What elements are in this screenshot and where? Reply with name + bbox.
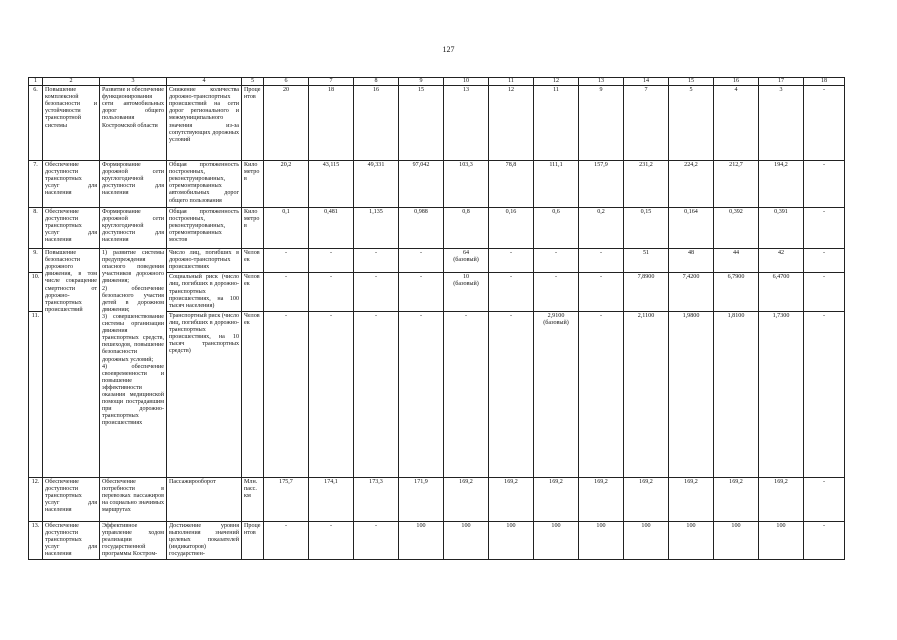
value-cell: 169,2 — [669, 477, 714, 521]
value-cell: 42 — [759, 249, 804, 273]
value-cell: - — [534, 249, 579, 273]
unit-cell: Километров — [242, 208, 264, 249]
value-cell: 2,9100 (базовый) — [534, 311, 579, 477]
task-cell: Обеспечение потребности в перевозках пассажиров на социально значимых маршрутах — [100, 477, 167, 521]
table-row — [29, 161, 845, 208]
value-cell: - — [354, 273, 399, 311]
value-cell: 169,2 — [624, 477, 669, 521]
value-cell: - — [804, 86, 845, 161]
value-cell: 1,7300 — [759, 311, 804, 477]
value-cell: 100 — [579, 521, 624, 559]
value-cell: 0,2 — [579, 208, 624, 249]
value-cell: 194,2 — [759, 161, 804, 208]
header-row — [29, 78, 845, 86]
indicators-table — [28, 77, 845, 560]
value-cell: 0,6 — [534, 208, 579, 249]
value-cell: - — [804, 477, 845, 521]
header-cell: 10 — [444, 78, 489, 86]
value-cell: - — [579, 311, 624, 477]
value-cell: 173,3 — [354, 477, 399, 521]
value-cell: 212,7 — [714, 161, 759, 208]
value-cell: 0,16 — [489, 208, 534, 249]
value-cell: - — [264, 311, 309, 477]
header-cell: 7 — [309, 78, 354, 86]
value-cell: - — [534, 273, 579, 311]
value-cell: 0,164 — [669, 208, 714, 249]
value-cell: - — [309, 273, 354, 311]
table-row — [29, 521, 845, 559]
row-number-cell: 9. — [29, 249, 43, 273]
row-number-cell: 13. — [29, 521, 43, 559]
header-cell: 3 — [100, 78, 167, 86]
task-cell: Развитие и обеспечение функционирования сети автомобильных дорог общего пользования Костромской области — [100, 86, 167, 161]
value-cell: 100 — [399, 521, 444, 559]
value-cell: 78,8 — [489, 161, 534, 208]
table-row — [29, 249, 845, 273]
value-cell: 100 — [759, 521, 804, 559]
header-cell: 9 — [399, 78, 444, 86]
value-cell: 0,8 — [444, 208, 489, 249]
value-cell: 100 — [489, 521, 534, 559]
value-cell: 174,1 — [309, 477, 354, 521]
value-cell: 18 — [309, 86, 354, 161]
row-number-cell: 12. — [29, 477, 43, 521]
value-cell: 16 — [354, 86, 399, 161]
value-cell: 1,8100 — [714, 311, 759, 477]
value-cell: 171,9 — [399, 477, 444, 521]
value-cell: - — [489, 249, 534, 273]
table-row — [29, 86, 845, 161]
value-cell: 224,2 — [669, 161, 714, 208]
header-cell: 6 — [264, 78, 309, 86]
value-cell: 100 — [714, 521, 759, 559]
value-cell: - — [579, 249, 624, 273]
value-cell: 0,392 — [714, 208, 759, 249]
value-cell: 231,2 — [624, 161, 669, 208]
value-cell: 169,2 — [759, 477, 804, 521]
header-cell: 5 — [242, 78, 264, 86]
value-cell: 1,9800 — [669, 311, 714, 477]
value-cell: - — [354, 521, 399, 559]
value-cell: 100 — [444, 521, 489, 559]
value-cell: 43,115 — [309, 161, 354, 208]
value-cell: 1,135 — [354, 208, 399, 249]
value-cell: - — [309, 311, 354, 477]
indicator-cell: Общая протяженность построенных, реконструированных, отремонтированных автомобильных дорог общего пользования — [167, 161, 242, 208]
value-cell: 169,2 — [489, 477, 534, 521]
value-cell: - — [804, 311, 845, 477]
indicator-cell: Пассажирооборот — [167, 477, 242, 521]
value-cell: - — [489, 311, 534, 477]
goal-cell: Обеспечение доступности транспортных услуг для населения — [43, 161, 100, 208]
value-cell: - — [354, 311, 399, 477]
unit-cell: Километров — [242, 161, 264, 208]
value-cell: 13 — [444, 86, 489, 161]
task-cell: Эффективное управление ходом реализации государственной программы Костром- — [100, 521, 167, 559]
header-cell: 4 — [167, 78, 242, 86]
table-row — [29, 477, 845, 521]
value-cell: 12 — [489, 86, 534, 161]
indicator-cell: Социальный риск (число лиц, погибших в дорожно-транспортных происшествиях, на 100 тысяч населения) — [167, 273, 242, 311]
value-cell: - — [264, 249, 309, 273]
header-cell: 17 — [759, 78, 804, 86]
value-cell: - — [309, 521, 354, 559]
goal-cell: Обеспечение доступности транспортных услуг для населения — [43, 208, 100, 249]
unit-cell: Человек — [242, 311, 264, 477]
value-cell: 175,7 — [264, 477, 309, 521]
value-cell: - — [804, 249, 845, 273]
value-cell: - — [804, 161, 845, 208]
value-cell: 20 — [264, 86, 309, 161]
row-number-cell: 7. — [29, 161, 43, 208]
indicator-cell: Снижение количества дорожно-транспортных происшествий на сети дорог регионального и межмуниципального значения из-за сопутствующих дорожных условий — [167, 86, 242, 161]
value-cell: 169,2 — [444, 477, 489, 521]
value-cell: 64 (базовый) — [444, 249, 489, 273]
header-cell: 1 — [29, 78, 43, 86]
value-cell: 7 — [624, 86, 669, 161]
value-cell: - — [804, 521, 845, 559]
value-cell: - — [804, 273, 845, 311]
goal-cell: Повышение безопасности дорожного движения, в том числе сокращение смертности от дорожно-транспортных происшествий — [43, 249, 100, 478]
row-number-cell: 8. — [29, 208, 43, 249]
row-number-cell: 11. — [29, 311, 43, 477]
value-cell: 7,4200 — [669, 273, 714, 311]
value-cell: - — [309, 249, 354, 273]
task-cell: Формирование дорожной сети круглогодичной доступности для населения — [100, 208, 167, 249]
value-cell: 4 — [714, 86, 759, 161]
indicator-cell: Достижение уровня выполнения значений целевых показателей (индикаторов) государствен- — [167, 521, 242, 559]
unit-cell: Человек — [242, 249, 264, 273]
value-cell: - — [399, 273, 444, 311]
value-cell: - — [264, 521, 309, 559]
value-cell: 169,2 — [714, 477, 759, 521]
goal-cell: Повышение комплексной безопасности и устойчивости транспортной системы — [43, 86, 100, 161]
value-cell: 0,391 — [759, 208, 804, 249]
header-cell: 18 — [804, 78, 845, 86]
value-cell: 6,7900 — [714, 273, 759, 311]
header-cell: 14 — [624, 78, 669, 86]
unit-cell: Млн. пасс. км — [242, 477, 264, 521]
value-cell: 169,2 — [579, 477, 624, 521]
header-cell: 16 — [714, 78, 759, 86]
value-cell: - — [579, 273, 624, 311]
value-cell: 3 — [759, 86, 804, 161]
value-cell: 100 — [669, 521, 714, 559]
header-cell: 11 — [489, 78, 534, 86]
value-cell: - — [399, 249, 444, 273]
value-cell: - — [354, 249, 399, 273]
goal-cell: Обеспечение доступности транспортных услуг для населения — [43, 521, 100, 559]
value-cell: - — [489, 273, 534, 311]
table-row — [29, 208, 845, 249]
indicator-cell: Число лиц, погибших в дорожно-транспортных происшествиях — [167, 249, 242, 273]
header-cell: 13 — [579, 78, 624, 86]
value-cell: 100 — [534, 521, 579, 559]
task-cell: Формирование дорожной сети круглогодичной доступности для населения — [100, 161, 167, 208]
value-cell: - — [399, 311, 444, 477]
header-cell: 12 — [534, 78, 579, 86]
value-cell: 0,988 — [399, 208, 444, 249]
value-cell: 97,042 — [399, 161, 444, 208]
value-cell: 0,15 — [624, 208, 669, 249]
value-cell: 169,2 — [534, 477, 579, 521]
value-cell: 111,1 — [534, 161, 579, 208]
value-cell: 157,9 — [579, 161, 624, 208]
task-cell: 1) развитие системы предупреждения опасного поведения участников дорожного движения; 2) обеспечение безопасного участия детей в дорожном движении; 3) совершенствование системы организации движения транспортных средств, пешеходов, повышение безопасности дорожных условий; 4) обеспечение своевременности и повышение эффективности оказания медицинской помощи пострадавшим при дорожно-транспортных происшествиях — [100, 249, 167, 478]
row-number-cell: 10. — [29, 273, 43, 311]
value-cell: 11 — [534, 86, 579, 161]
value-cell: 49,331 — [354, 161, 399, 208]
row-number-cell: 6. — [29, 86, 43, 161]
value-cell: 20,2 — [264, 161, 309, 208]
value-cell: 5 — [669, 86, 714, 161]
value-cell: 44 — [714, 249, 759, 273]
value-cell: 0,1 — [264, 208, 309, 249]
header-cell: 2 — [43, 78, 100, 86]
value-cell: 2,1100 — [624, 311, 669, 477]
value-cell: 10 (базовый) — [444, 273, 489, 311]
value-cell: - — [804, 208, 845, 249]
header-cell: 15 — [669, 78, 714, 86]
unit-cell: Человек — [242, 273, 264, 311]
indicator-cell: Транспортный риск (число лиц, погибших в дорожно-транспортных происшествиях, на 10 тысяч транспортных средств) — [167, 311, 242, 477]
value-cell: 6,4700 — [759, 273, 804, 311]
unit-cell: Процентов — [242, 86, 264, 161]
value-cell: 100 — [624, 521, 669, 559]
value-cell: 9 — [579, 86, 624, 161]
value-cell: - — [444, 311, 489, 477]
goal-cell: Обеспечение доступности транспортных услуг для населения — [43, 477, 100, 521]
value-cell: 7,8900 — [624, 273, 669, 311]
header-cell: 8 — [354, 78, 399, 86]
value-cell: 103,3 — [444, 161, 489, 208]
value-cell: 0,481 — [309, 208, 354, 249]
value-cell: 48 — [669, 249, 714, 273]
value-cell: 51 — [624, 249, 669, 273]
value-cell: - — [264, 273, 309, 311]
page-number: 127 — [442, 45, 455, 54]
indicator-cell: Общая протяженность построенных, реконструированных, отремонтированных мостов — [167, 208, 242, 249]
value-cell: 15 — [399, 86, 444, 161]
unit-cell: Процентов — [242, 521, 264, 559]
